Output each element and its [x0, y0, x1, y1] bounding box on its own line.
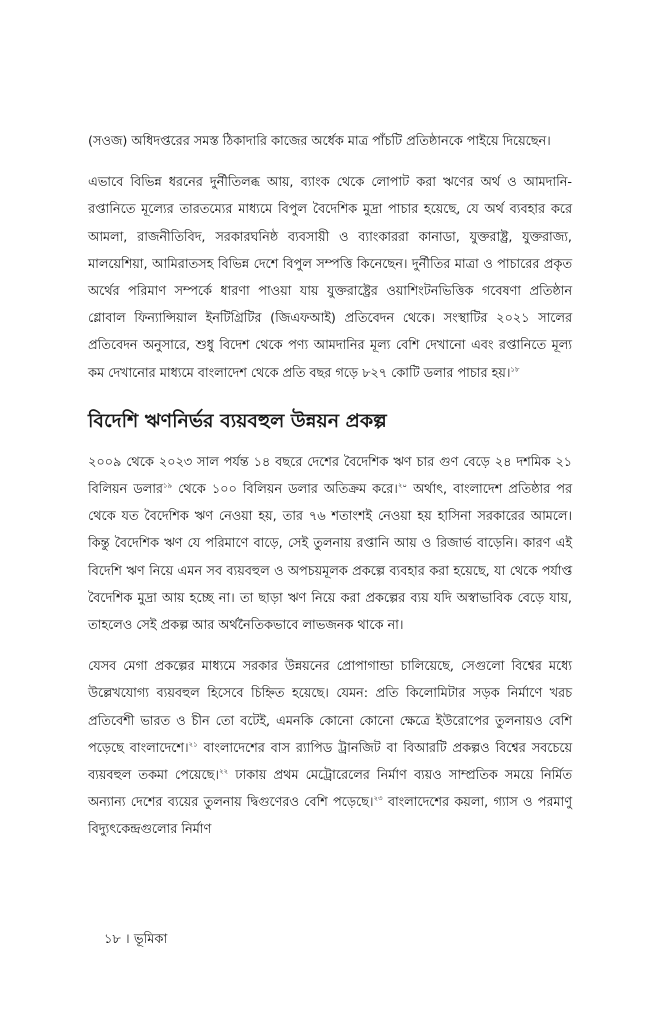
paragraph-4-text-c: ঢাকায় প্রথম মেট্রোরেলের নির্মাণ ব্যয়ও সাম্প্রতিক সময়ে নির্মিত অন্যান্য দেশের ব্যয়ের তুলনায় দ্বিগুণেরও বেশি পড়েছে। [88, 768, 572, 811]
section-heading: বিদেশি ঋণনির্ভর ব্যয়বহুল উন্নয়ন প্রকল্প [88, 409, 387, 432]
paragraph-4 [88, 653, 572, 843]
paragraph-4-text-b: বাংলাদেশের বাস র‍্যাপিড ট্রানজিট বা বিআরটি প্রকল্পও বিশ্বের সবচেয়ে ব্যয়বহুল তকমা পেয়েছে। [88, 740, 572, 784]
page-body [88, 128, 572, 858]
footnote-ref-21: ২১ [188, 740, 198, 749]
paragraph-4-text-a: যেসব মেগা প্রকল্পের মাধ্যমে সরকার উন্নয়নের প্রোপাগান্ডা চালিয়েছে, সেগুলো বিশ্বের মধ্যে উল্লেখযোগ্য ব্যয়বহুল হিসেবে চিহ্নিত হয়েছে। যেমন: প্রতি কিলোমিটার সড়ক নির্মাণে খরচ প্রতিবেশী ভারত ও চীন তো বটেই, এমনকি কোনো কোনো ক্ষেত্রে ইউরোপের তুলনায়ও বেশি পড়েছে বাংলাদেশে। [88, 659, 572, 756]
footnote-ref-23: ২৩ [373, 795, 383, 803]
footer-section-name: ভূমিকা [133, 932, 168, 947]
footnote-ref-22: ২২ [218, 767, 229, 776]
paragraph-2-text: এভাবে বিভিন্ন ধরনের দুর্নীতিলব্ধ আয়, ব্যাংক থেকে লোপাট করা ঋণের অর্থ ও আমদানি-রপ্তানিতে মূল্যের তারতম্যের মাধ্যমে বিপুল বৈদেশিক মুদ্রা পাচার হয়েছে, যে অর্থ ব্যবহার করে আমলা, রাজনীতিবিদ, সরকারঘনিষ্ঠ ব্যবসায়ী ও ব্যাংকাররা কানাডা, যুক্তরাষ্ট্র, যুক্তরাজ্য, মালয়েশিয়া, আমিরাতসহ বিভিন্ন দেশে বিপুল সম্পত্তি কিনেছেন। দুর্নীতির মাত্রা ও পাচারের প্রকৃত অর্থের পরিমাণ সম্পর্কে ধারণা পাওয়া যায় যুক্তরাষ্ট্রের ওয়াশিংটনভিত্তিক গবেষণা প্রতিষ্ঠান গ্লোবাল ফিন্যান্সিয়াল ইনটিগ্রিটির (জিএফআই) প্রতিবেদন থেকে। সংস্থাটির ২০২১ সালের প্রতিবেদন অনুসারে, শুধু বিদেশ থেকে পণ্য আমদানির মূল্য বেশি দেখানো এবং রপ্তানিতে মূল্য কম দেখানোর মাধ্যমে বাংলাদেশ থেকে প্রতি বছর গড়ে ৮২৭ কোটি ডলার পাচার হয়। [88, 175, 572, 381]
footnote-ref-20: ২০ [397, 481, 407, 490]
page-number: ১৮ [104, 932, 121, 947]
footer-separator: । [125, 932, 130, 947]
footnote-ref-19: ১৯ [162, 481, 173, 490]
paragraph-2 [88, 169, 572, 387]
paragraph-3 [88, 449, 572, 639]
paragraph-3-text-b: থেকে ১০০ বিলিয়ন ডলার অতিক্রম করে। [172, 482, 398, 498]
footnote-ref-18: ১৮ [510, 365, 520, 374]
page-footer [104, 930, 167, 951]
paragraph-3-text-c: অর্থাৎ, বাংলাদেশ প্রতিষ্ঠার পর থেকে যত বৈদেশিক ঋণ নেওয়া হয়, তার ৭৬ শতাংশই নেওয়া হয় হাসিনা সরকারের আমলে। কিন্তু বৈদেশিক ঋণ যে পরিমাণে বাড়ে, সেই তুলনায় রপ্তানি আয় ও রিজার্ভ বাড়েনি। কারণ এই বিদেশি ঋণ নিয়ে এমন সব ব্যয়বহুল ও অপচয়মূলক প্রকল্পে ব্যবহার করা হয়েছে, যা থেকে পর্যাপ্ত বৈদেশিক মুদ্রা আয় হচ্ছে না। তা ছাড়া ঋণ নিয়ে করা প্রকল্পের ব্যয় যদি অস্বাভাবিক বেড়ে যায়, তাহলেও সেই প্রকল্প আর অর্থনৈতিকভাবে লাভজনক থাকে না। [88, 482, 572, 634]
paragraph-3-text-a: ২০০৯ থেকে ২০২৩ সাল পর্যন্ত ১৪ বছরে দেশের বৈদেশিক ঋণ চার গুণ বেড়ে ২৪ দশমিক ২১ বিলিয়ন ডলার [88, 454, 572, 498]
paragraph-4-text-d: বাংলাদেশের কয়লা, গ্যাস ও পরমাণু বিদ্যুৎকেন্দ্রগুলোর নির্মাণ [88, 795, 572, 838]
paragraph-1: (সওজ) অধিদপ্তরের সমস্ত ঠিকাদারি কাজের অর্ধেক মাত্র পাঁচটি প্রতিষ্ঠানকে পাইয়ে দিয়েছেন। [88, 134, 551, 149]
